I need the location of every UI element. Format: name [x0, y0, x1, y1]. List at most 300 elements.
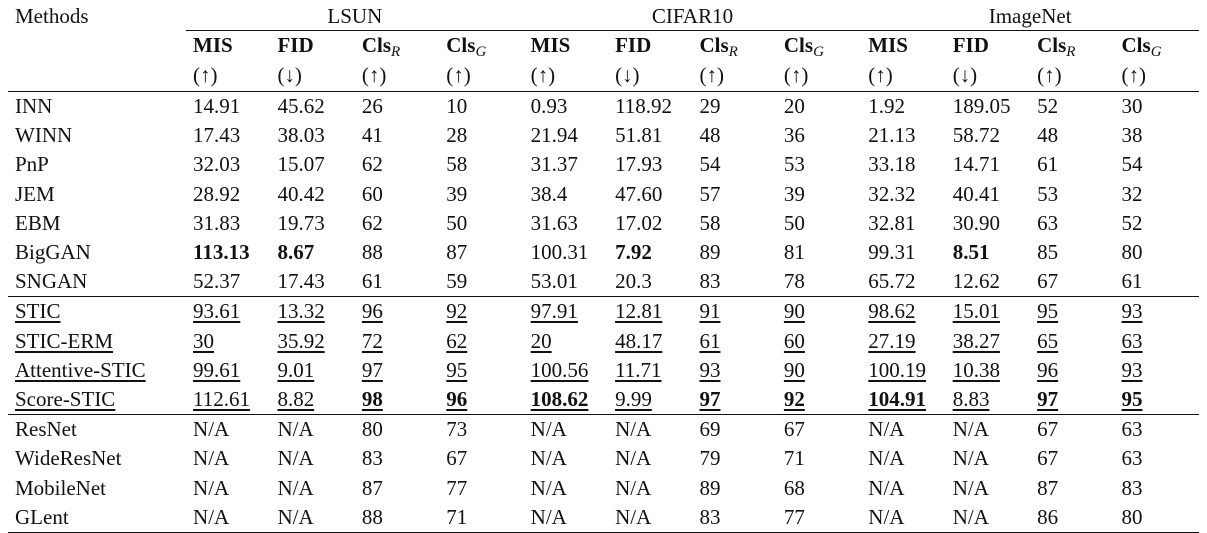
- table-cell: [692, 444, 776, 473]
- metric-header: [608, 31, 692, 63]
- table-cell: [1030, 121, 1114, 150]
- table-row: [8, 356, 1199, 385]
- cell-value: 17.93: [615, 152, 663, 177]
- table-cell: [186, 385, 270, 415]
- table-cell: [608, 209, 692, 238]
- metric-header: [270, 31, 354, 63]
- table-cell: [692, 327, 776, 356]
- cell-value: N/A: [193, 446, 230, 471]
- cell-value: 87: [446, 240, 468, 265]
- table-cell: [777, 150, 861, 179]
- table-cell: [186, 444, 270, 473]
- table-cell: [186, 209, 270, 238]
- cell-value: 58: [699, 210, 721, 235]
- cell-value: 95: [1121, 387, 1143, 412]
- table-cell: [1115, 444, 1200, 473]
- table-cell: [270, 150, 354, 179]
- cell-value: 68: [783, 475, 805, 500]
- cell-value: 15.07: [277, 152, 325, 177]
- method-name: Attentive-STIC: [15, 357, 146, 382]
- table-cell: [946, 297, 1030, 327]
- cell-value: N/A: [530, 446, 567, 471]
- table-row: [8, 385, 1199, 415]
- cell-value: 10: [446, 94, 468, 118]
- cell-value: 65: [1037, 328, 1059, 353]
- cell-value: 20.3: [615, 269, 652, 294]
- table-cell: [946, 474, 1030, 503]
- table-cell: [1030, 327, 1114, 356]
- table-cell: [946, 385, 1030, 415]
- table-cell: [355, 238, 439, 267]
- metric-header: [692, 31, 776, 63]
- cell-value: 92: [783, 387, 805, 412]
- table-cell: [1030, 238, 1114, 267]
- cell-value: N/A: [277, 504, 314, 529]
- cell-value: 95: [446, 357, 468, 382]
- cell-value: 71: [446, 504, 468, 529]
- cell-value: 8.67: [277, 240, 315, 265]
- table-cell: [524, 385, 608, 415]
- table-cell: [355, 267, 439, 297]
- metric-direction: (↑): [699, 63, 724, 87]
- table-cell: [1115, 503, 1200, 533]
- cell-value: 30: [1121, 94, 1143, 118]
- cell-value: 54: [1121, 152, 1143, 177]
- table-cell: [1030, 209, 1114, 238]
- table-cell: [777, 474, 861, 503]
- cell-value: 93: [1121, 299, 1143, 324]
- cell-value: 38.4: [530, 181, 568, 206]
- cell-value: 80: [1121, 504, 1143, 529]
- metric-header-row: [8, 31, 1199, 63]
- cell-value: 29: [699, 94, 721, 118]
- table-cell: [186, 474, 270, 503]
- cell-value: 95: [1037, 299, 1059, 324]
- cell-value: 97: [1037, 387, 1059, 412]
- results-table: [8, 2, 1199, 533]
- metric-label: Cls: [361, 33, 392, 57]
- table-cell: [1115, 415, 1200, 445]
- metric-direction: (↑): [783, 63, 809, 87]
- cell-value: 54: [699, 152, 721, 177]
- cell-value: 17.43: [277, 269, 325, 294]
- method-name: WINN: [15, 123, 73, 148]
- metric-subscript: G: [1150, 44, 1162, 60]
- table-cell: [355, 474, 439, 503]
- cell-value: 65.72: [868, 269, 916, 294]
- metric-label: Cls: [1121, 33, 1151, 57]
- table-cell: [524, 415, 608, 445]
- table-cell: [861, 180, 945, 209]
- table-cell: [777, 444, 861, 473]
- metric-label: Cls: [783, 33, 814, 57]
- table-cell: [524, 238, 608, 267]
- table-cell: [861, 474, 945, 503]
- table-cell: [608, 474, 692, 503]
- table-row: [8, 474, 1199, 503]
- table-cell: [524, 209, 608, 238]
- cell-value: 97.91: [530, 299, 578, 324]
- table-cell: [270, 415, 354, 445]
- table-cell: [861, 267, 945, 297]
- cell-value: 79: [699, 446, 721, 471]
- cell-value: 97: [699, 387, 721, 412]
- table-cell: [692, 121, 776, 150]
- table-cell: [524, 180, 608, 209]
- table-cell: [1030, 180, 1114, 209]
- cell-value: 67: [1037, 417, 1059, 442]
- metric-direction: (↑): [446, 63, 471, 87]
- cell-value: N/A: [530, 417, 567, 442]
- cell-value: 100.31: [530, 240, 589, 265]
- table-cell: [1115, 92, 1200, 122]
- cell-value: 35.92: [277, 328, 325, 353]
- table-cell: [608, 238, 692, 267]
- metric-header: [1115, 31, 1200, 63]
- metric-direction: (↑): [361, 63, 387, 87]
- table-cell: [777, 92, 861, 122]
- table-cell: [355, 121, 439, 150]
- metric-direction: (↑): [530, 63, 556, 87]
- cell-value: 97: [361, 357, 383, 382]
- cell-value: 36: [783, 123, 805, 148]
- cell-value: 38.27: [952, 328, 1000, 353]
- cell-value: 9.01: [277, 357, 315, 382]
- cell-value: 52: [1037, 94, 1059, 118]
- cell-value: 61: [699, 328, 721, 353]
- table-cell: [861, 92, 945, 122]
- cell-value: 81: [783, 240, 805, 265]
- metric-subscript: R: [391, 44, 401, 60]
- table-cell: [270, 180, 354, 209]
- metric-subscript: R: [728, 44, 738, 60]
- cell-value: 90: [783, 357, 805, 382]
- cell-value: 62: [361, 152, 383, 177]
- table-cell: [861, 327, 945, 356]
- table-cell: [270, 267, 354, 297]
- cell-value: 61: [1121, 269, 1143, 294]
- metric-direction: (↓): [952, 63, 978, 87]
- table-cell: [1115, 297, 1200, 327]
- cell-value: 108.62: [530, 387, 589, 412]
- table-cell: [524, 150, 608, 179]
- table-cell: [270, 297, 354, 327]
- cell-value: 91: [699, 299, 721, 324]
- table-cell: [692, 503, 776, 533]
- cell-value: 118.92: [615, 94, 673, 118]
- table-body: [8, 92, 1199, 533]
- method-name: JEM: [15, 181, 55, 206]
- table-cell: [1030, 297, 1114, 327]
- table-cell: [270, 385, 354, 415]
- metric-header: [186, 31, 270, 63]
- cell-value: 63: [1037, 210, 1059, 235]
- cell-value: 98: [361, 387, 383, 412]
- cell-value: 93.61: [193, 299, 241, 324]
- table-cell: [946, 92, 1030, 122]
- table-cell: [186, 150, 270, 179]
- table-cell: [1115, 474, 1200, 503]
- table-cell: [439, 238, 523, 267]
- table-cell: [439, 150, 523, 179]
- table-cell: [439, 92, 523, 122]
- cell-value: 83: [699, 504, 721, 529]
- method-name: WideResNet: [15, 446, 122, 471]
- table-cell: [524, 297, 608, 327]
- cell-value: 50: [446, 210, 468, 235]
- table-cell: [608, 92, 692, 122]
- table-row: [8, 209, 1199, 238]
- table-cell: [524, 356, 608, 385]
- table-row: [8, 267, 1199, 297]
- cell-value: N/A: [615, 417, 652, 442]
- table-cell: [692, 267, 776, 297]
- cell-value: 48: [1037, 123, 1059, 148]
- cell-value: N/A: [615, 504, 652, 529]
- cell-value: 1.92: [868, 94, 906, 118]
- group-header-imagenet: ImageNet: [861, 2, 1199, 31]
- cell-value: N/A: [615, 475, 652, 500]
- cell-value: 60: [783, 328, 805, 353]
- cell-value: N/A: [530, 504, 567, 529]
- table-cell: [608, 503, 692, 533]
- cell-value: 89: [699, 475, 721, 500]
- cell-value: N/A: [868, 446, 905, 471]
- method-name: MobileNet: [15, 475, 106, 500]
- metric-label: MIS: [193, 33, 233, 57]
- table-cell: [1115, 150, 1200, 179]
- cell-value: 83: [361, 446, 383, 471]
- metric-direction: (↑): [1037, 63, 1062, 87]
- cell-value: 61: [1037, 152, 1059, 177]
- cell-value: 20: [783, 94, 805, 118]
- cell-value: 87: [361, 475, 383, 500]
- cell-value: 26: [361, 94, 383, 118]
- table-cell: [946, 180, 1030, 209]
- cell-value: 30: [193, 328, 215, 353]
- table-cell: [524, 474, 608, 503]
- method-name: EBM: [15, 210, 61, 235]
- metric-direction: (↑): [193, 63, 218, 87]
- cell-value: 80: [361, 417, 383, 442]
- table-cell: [524, 121, 608, 150]
- cell-value: N/A: [277, 475, 314, 500]
- metric-subscript: R: [1066, 44, 1076, 60]
- cell-value: 89: [699, 240, 721, 265]
- metric-subscript: G: [475, 44, 487, 60]
- cell-value: 31.63: [530, 210, 578, 235]
- table-cell: [524, 92, 608, 122]
- table-cell: [946, 503, 1030, 533]
- cell-value: 100.56: [530, 357, 589, 382]
- cell-value: 78: [783, 269, 805, 294]
- table-cell: [692, 415, 776, 445]
- table-cell: [608, 385, 692, 415]
- table-cell: [777, 180, 861, 209]
- table-cell: [608, 297, 692, 327]
- metric-header: [946, 31, 1030, 63]
- cell-value: 104.91: [868, 387, 927, 412]
- method-name: GLent: [8, 503, 186, 533]
- table-cell: [692, 238, 776, 267]
- table-cell: [186, 415, 270, 445]
- cell-value: 58: [446, 152, 468, 177]
- table-cell: [946, 415, 1030, 445]
- method-name: Score-STIC: [15, 387, 116, 412]
- table-cell: [270, 356, 354, 385]
- table-cell: [777, 356, 861, 385]
- cell-value: N/A: [952, 446, 989, 471]
- table-cell: [270, 444, 354, 473]
- cell-value: 63: [1121, 446, 1143, 471]
- cell-value: N/A: [868, 475, 905, 500]
- table-cell: [608, 150, 692, 179]
- cell-value: 10.38: [952, 357, 1000, 382]
- table-cell: [355, 444, 439, 473]
- table-cell: [270, 474, 354, 503]
- table-cell: [355, 415, 439, 445]
- cell-value: 72: [361, 328, 383, 353]
- metric-label: Cls: [1037, 33, 1067, 57]
- cell-value: 93: [699, 357, 721, 382]
- metric-label: FID: [615, 33, 652, 57]
- table-cell: [608, 121, 692, 150]
- cell-value: N/A: [193, 475, 230, 500]
- table-cell: [439, 385, 523, 415]
- cell-value: 12.81: [615, 299, 663, 324]
- cell-value: 80: [1121, 240, 1143, 265]
- cell-value: 73: [446, 417, 468, 442]
- table-cell: [946, 444, 1030, 473]
- cell-value: 77: [783, 504, 805, 529]
- table-cell: [355, 209, 439, 238]
- group-header-row: [8, 2, 1199, 31]
- table-cell: [1115, 267, 1200, 297]
- table-cell: [186, 503, 270, 533]
- table-cell: [861, 209, 945, 238]
- table-cell: [608, 415, 692, 445]
- table-cell: [692, 150, 776, 179]
- table-cell: [692, 474, 776, 503]
- table-row: [8, 92, 1199, 122]
- cell-value: 58.72: [952, 123, 1000, 148]
- cell-value: 32.03: [193, 152, 241, 177]
- table-cell: [439, 356, 523, 385]
- cell-value: 92: [446, 299, 468, 324]
- table-cell: [861, 415, 945, 445]
- table-cell: [355, 327, 439, 356]
- table-cell: [861, 121, 945, 150]
- table-cell: [946, 238, 1030, 267]
- table-cell: [270, 503, 354, 533]
- cell-value: 67: [783, 417, 805, 442]
- cell-value: 62: [446, 328, 468, 353]
- table-cell: [524, 267, 608, 297]
- table-cell: [1030, 503, 1114, 533]
- cell-value: 53: [783, 152, 805, 177]
- cell-value: 28: [446, 123, 468, 148]
- cell-value: 8.82: [277, 387, 315, 412]
- cell-value: 52: [1121, 210, 1143, 235]
- group-header-lsun: LSUN: [186, 2, 524, 31]
- table-cell: [777, 415, 861, 445]
- cell-value: 86: [1037, 504, 1059, 529]
- cell-value: 31.83: [193, 210, 241, 235]
- cell-value: 189.05: [952, 94, 1011, 118]
- cell-value: 39: [446, 181, 468, 206]
- table-cell: [1030, 356, 1114, 385]
- cell-value: 61: [361, 269, 383, 294]
- cell-value: 21.94: [530, 123, 578, 148]
- table-cell: [270, 327, 354, 356]
- table-cell: [439, 474, 523, 503]
- cell-value: 53: [1037, 181, 1059, 206]
- cell-value: 32.32: [868, 181, 916, 206]
- table-cell: [186, 356, 270, 385]
- table-cell: [186, 92, 270, 122]
- metric-header-blank: [8, 31, 186, 63]
- table-cell: [946, 121, 1030, 150]
- cell-value: 8.83: [952, 387, 990, 412]
- table-cell: [439, 444, 523, 473]
- cell-value: 45.62: [277, 94, 325, 118]
- table-cell: [186, 121, 270, 150]
- cell-value: 50: [783, 210, 805, 235]
- metric-label: MIS: [530, 33, 571, 57]
- cell-value: 31.37: [530, 152, 578, 177]
- cell-value: 83: [699, 269, 721, 294]
- cell-value: 112.61: [193, 387, 251, 412]
- cell-value: 77: [446, 475, 468, 500]
- cell-value: 47.60: [615, 181, 663, 206]
- table-cell: [777, 297, 861, 327]
- cell-value: 99.61: [193, 357, 241, 382]
- cell-value: 40.41: [952, 181, 1000, 206]
- table-row: [8, 150, 1199, 179]
- cell-value: N/A: [868, 504, 905, 529]
- table-cell: [439, 503, 523, 533]
- table-cell: [1115, 327, 1200, 356]
- table-cell: [355, 297, 439, 327]
- cell-value: 20: [530, 328, 552, 353]
- table-cell: [355, 385, 439, 415]
- metric-subscript: G: [813, 44, 824, 60]
- cell-value: 71: [783, 446, 805, 471]
- cell-value: 19.73: [277, 210, 325, 235]
- table-cell: [608, 267, 692, 297]
- table-cell: [692, 385, 776, 415]
- cell-value: N/A: [952, 475, 989, 500]
- table-cell: [439, 415, 523, 445]
- cell-value: 90: [783, 299, 805, 324]
- cell-value: 63: [1121, 328, 1143, 353]
- method-name: STIC-ERM: [15, 328, 114, 353]
- table-cell: [608, 180, 692, 209]
- table-cell: [777, 238, 861, 267]
- table-cell: [439, 121, 523, 150]
- table-cell: [946, 327, 1030, 356]
- cell-value: 57: [699, 181, 721, 206]
- cell-value: N/A: [952, 504, 989, 529]
- metric-header: [1030, 31, 1114, 63]
- table-cell: [355, 503, 439, 533]
- metric-header: [439, 31, 523, 63]
- cell-value: 39: [783, 181, 805, 206]
- table-cell: [946, 267, 1030, 297]
- table-cell: [608, 356, 692, 385]
- metric-label: MIS: [868, 33, 908, 57]
- cell-value: 48: [699, 123, 721, 148]
